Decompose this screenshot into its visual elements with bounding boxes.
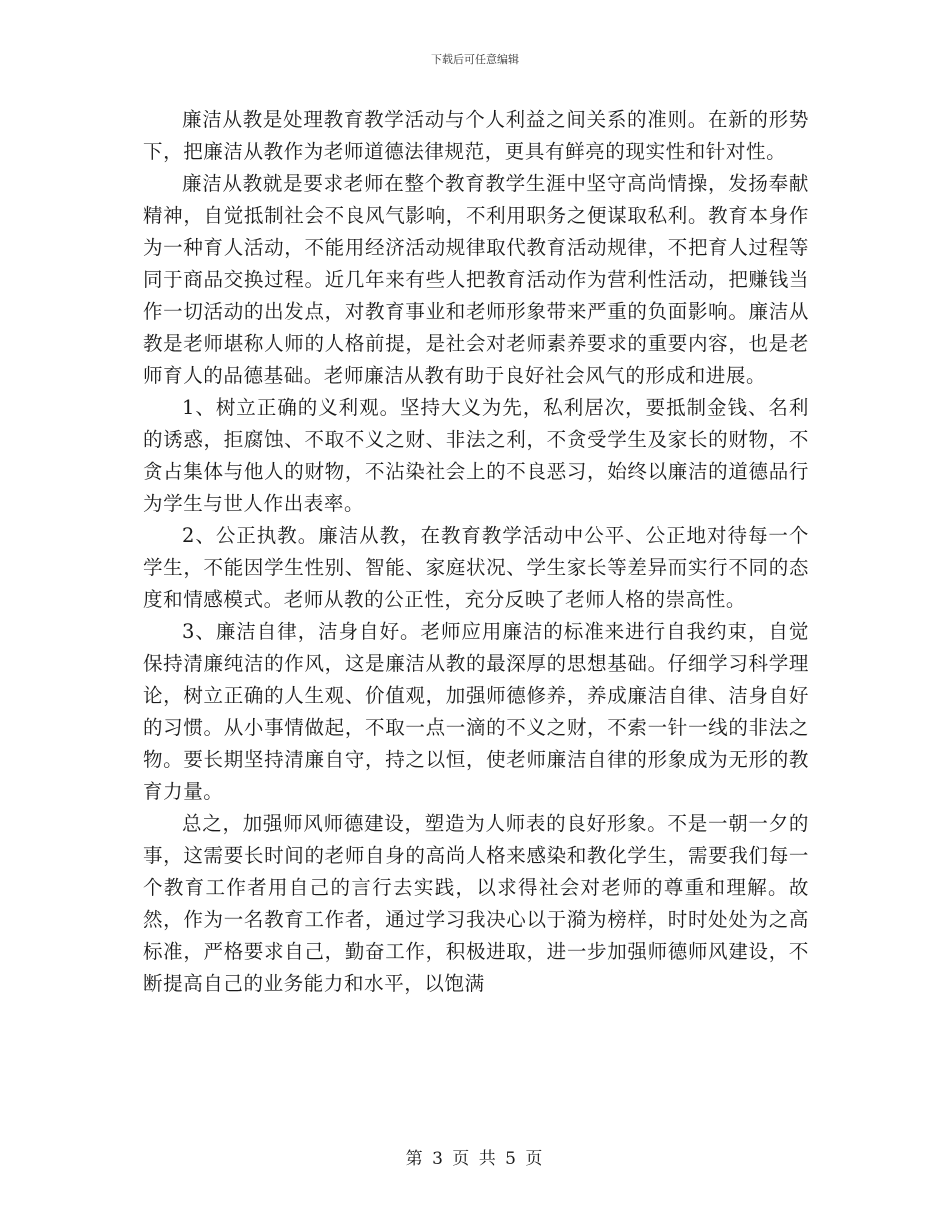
paragraph-intro: 廉洁从教是处理教育教学活动与个人利益之间关系的准则。在新的形势下，把廉洁从教作为老师道德法律规范，更具有鲜亮的现实性和针对性。 — [143, 108, 809, 163]
page-number: 第 3 页 共 5 页 — [405, 1149, 545, 1169]
page-header: 下载后可任意编辑 — [431, 53, 519, 66]
paragraph-point-2: 2、公正执教。廉洁从教，在教育教学活动中公平、公正地对待每一个学生，不能因学生性别、智能、家庭状况、学生家长等差异而实行不同的态度和情感模式。老师从教的公正性，充分反映了老师人格的崇高性。 — [143, 524, 809, 611]
paragraph-point-3: 3、廉洁自律，洁身自好。老师应用廉洁的标准来进行自我约束，自觉保持清廉纯洁的作风，这是廉洁从教的最深厚的思想基础。仔细学习科学理论，树立正确的人生观、价值观，加强师德修养，养成廉洁自律、洁身自好的习惯。从小事情做起，不取一点一滴的不义之财，不索一针一线的非法之物。要长期坚持清廉自守，持之以恒，使老师廉洁自律的形象成为无形的教育力量。 — [143, 620, 809, 803]
paragraph-point-1: 1、树立正确的义利观。坚持大义为先，私利居次，要抵制金钱、名利的诱惑，拒腐蚀、不取不义之财、非法之利，不贪受学生及家长的财物，不贪占集体与他人的财物，不沾染社会上的不良恶习，始终以廉洁的道德品行为学生与世人作出表率。 — [143, 396, 809, 515]
paragraph-conclusion: 总之，加强师风师德建设，塑造为人师表的良好形象。不是一朝一夕的事，这需要长时间的老师自身的高尚人格来感染和教化学生，需要我们每一个教育工作者用自己的言行去实践，以求得社会对老师的尊重和理解。故然，作为一名教育工作者，通过学习我决心以于漪为榜样，时时处处为之高标准，严格要求自己，勤奋工作，积极进取，进一步加强师德师风建设，不断提高自己的业务能力和水平，以饱满 — [143, 812, 809, 995]
paragraph-definition: 廉洁从教就是要求老师在整个教育教学生涯中坚守高尚情操，发扬奉献精神，自觉抵制社会不良风气影响，不利用职务之便谋取私利。教育本身作为一种育人活动，不能用经济活动规律取代教育活动规律，不把育人过程等同于商品交换过程。近几年来有些人把教育活动作为营利性活动，把赚钱当作一切活动的出发点，对教育事业和老师形象带来严重的负面影响。廉洁从教是老师堪称人师的人格前提，是社会对老师素养要求的重要内容，也是老师育人的品德基础。老师廉洁从教有助于良好社会风气的形成和进展。 — [143, 172, 809, 387]
document-body — [143, 104, 809, 1000]
